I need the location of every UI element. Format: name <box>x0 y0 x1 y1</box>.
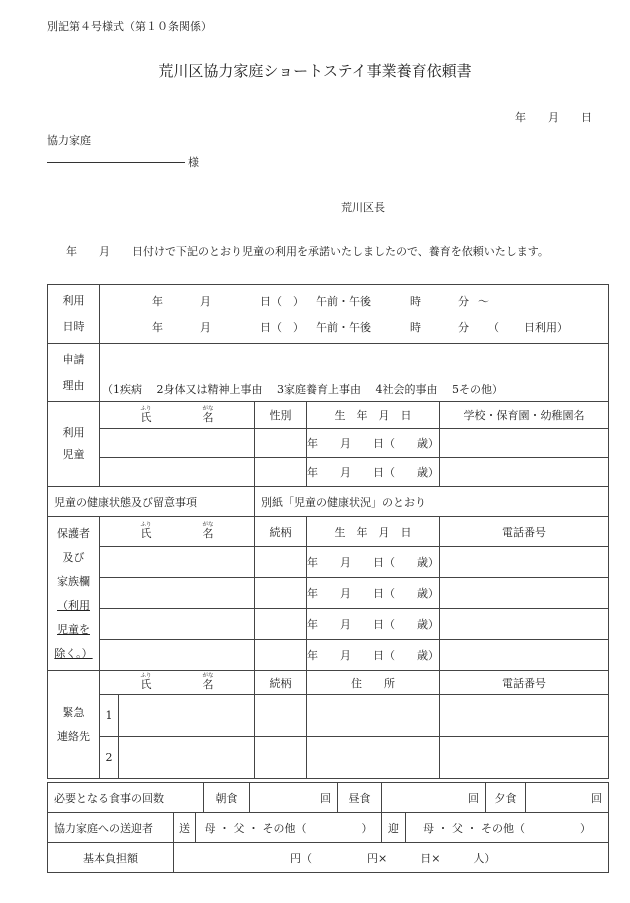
transport-table <box>47 812 609 843</box>
guardian-name-mei: 名がな <box>202 522 214 540</box>
sama-label: 様 <box>188 156 199 169</box>
usage-end-hour: 時 <box>410 321 421 334</box>
request-statement: 年 月 日付けで下記のとおり児童の利用を承諾いたしましたので、養育を依頼いたします。 <box>66 245 549 258</box>
guardian-birth-cell[interactable]: 年 月 日（ 歳） <box>307 547 440 578</box>
addressee-line <box>47 162 185 163</box>
guardian-name-cell[interactable] <box>100 609 255 640</box>
guardian-label-4: （利用 <box>57 598 90 612</box>
child-row-2 <box>48 458 609 487</box>
emergency-row-number: 2 <box>100 737 119 779</box>
reason-options-cell[interactable] <box>100 344 609 402</box>
emergency-row-number: 1 <box>100 695 119 737</box>
guardian-label-cell <box>48 517 100 671</box>
emergency-name-header <box>100 671 255 695</box>
reason-label-1: 申請 <box>62 352 85 366</box>
emergency-name-mei: 名がな <box>202 673 214 691</box>
usage-start-day: 日（ ） <box>260 295 304 308</box>
emergency-relation-cell[interactable] <box>255 695 307 737</box>
child-name-cell[interactable] <box>100 458 255 487</box>
guardian-relation-cell[interactable] <box>255 547 307 578</box>
dinner-label: 夕食 <box>486 783 526 813</box>
child-label-2: 児童 <box>62 448 85 461</box>
usage-start-ampm: 午前・午後 <box>316 295 371 308</box>
child-header-row <box>48 402 609 429</box>
child-birth-cell[interactable]: 年 月 日（ 歳） <box>307 458 440 487</box>
child-name-header <box>100 402 255 429</box>
usage-end-year: 年 <box>152 321 163 334</box>
fee-row <box>48 843 609 873</box>
child-name-mei: 名がな <box>202 405 214 424</box>
emergency-name-shi: 氏ふり <box>140 673 152 691</box>
addressee-label: 協力家庭 <box>47 134 91 147</box>
guardian-name-cell[interactable] <box>100 640 255 671</box>
usage-end-ampm: 午前・午後 <box>316 321 371 334</box>
child-name-cell[interactable] <box>100 429 255 458</box>
emergency-row <box>48 695 609 737</box>
fee-label: 基本負担額 <box>48 843 174 873</box>
issue-date: 年 月 日 <box>515 111 592 124</box>
lunch-count[interactable]: 回 <box>382 783 486 813</box>
guardian-label-1: 保護者 <box>57 526 90 540</box>
usage-start-hour: 時 <box>410 295 421 308</box>
child-school-cell[interactable] <box>440 429 609 458</box>
guardian-relation-cell[interactable] <box>255 640 307 671</box>
child-label-1: 利用 <box>62 426 85 439</box>
guardian-name-cell[interactable] <box>100 547 255 578</box>
guardian-phone-cell[interactable] <box>440 640 609 671</box>
reason-label-2: 理由 <box>62 378 85 392</box>
guardian-birth-cell[interactable]: 年 月 日（ 歳） <box>307 640 440 671</box>
guardian-relation-cell[interactable] <box>255 609 307 640</box>
emergency-address-cell[interactable] <box>307 695 440 737</box>
usage-end-month: 月 <box>200 321 211 334</box>
dinner-count[interactable]: 回 <box>526 783 609 813</box>
transport-row <box>48 813 609 843</box>
usage-days-open: （ <box>488 321 499 334</box>
child-school-header: 学校・保育園・幼稚園名 <box>440 402 609 429</box>
usage-label-1: 利用 <box>62 294 85 307</box>
fee-table <box>47 842 609 873</box>
guardian-name-cell[interactable] <box>100 578 255 609</box>
guardian-relation-header: 続柄 <box>255 517 307 547</box>
health-row <box>48 487 609 517</box>
fee-value[interactable]: 円（ 円× 日× 人） <box>174 843 609 873</box>
child-school-cell[interactable] <box>440 458 609 487</box>
emergency-row <box>48 737 609 779</box>
guardian-birth-cell[interactable]: 年 月 日（ 歳） <box>307 578 440 609</box>
usage-start-month: 月 <box>200 295 211 308</box>
transport-label: 協力家庭への送迎者 <box>48 813 174 843</box>
emergency-phone-cell[interactable] <box>440 695 609 737</box>
pickup-options[interactable]: 母 ・ 父 ・ その他（ ） <box>406 813 609 843</box>
pickup-label: 迎 <box>382 813 406 843</box>
emergency-relation-cell[interactable] <box>255 737 307 779</box>
sender-name: 荒川区長 <box>341 201 385 214</box>
child-sex-cell[interactable] <box>255 429 307 458</box>
child-sex-cell[interactable] <box>255 458 307 487</box>
reason-label-cell <box>48 344 100 402</box>
emergency-label-2: 連絡先 <box>57 729 90 743</box>
health-value: 別紙「児童の健康状況」のとおり <box>255 487 609 517</box>
guardian-relation-cell[interactable] <box>255 578 307 609</box>
send-options[interactable]: 母 ・ 父 ・ その他（ ） <box>196 813 382 843</box>
reason-row <box>48 344 609 402</box>
usage-start-year: 年 <box>152 295 163 308</box>
usage-label-cell <box>48 285 100 344</box>
guardian-label-5: 児童を <box>57 622 90 636</box>
guardian-phone-cell[interactable] <box>440 547 609 578</box>
guardian-label-3: 家族欄 <box>57 574 90 588</box>
emergency-address-cell[interactable] <box>307 737 440 779</box>
meals-row <box>48 783 609 813</box>
usage-end-day: 日（ ） <box>260 321 304 334</box>
form-reference: 別記第４号様式（第１０条関係） <box>47 20 212 33</box>
guardian-phone-cell[interactable] <box>440 609 609 640</box>
child-birth-header: 生 年 月 日 <box>307 402 440 429</box>
guardian-label-6: 除く。） <box>54 646 93 660</box>
child-label-cell <box>48 402 100 487</box>
child-birth-cell[interactable]: 年 月 日（ 歳） <box>307 429 440 458</box>
health-label: 児童の健康状態及び留意事項 <box>48 487 255 517</box>
reason-options: （1疾病 2身体又は精神上事由 3家庭養育上事由 4社会的事由 5その他） <box>102 383 503 396</box>
document-title: 荒川区協力家庭ショートステイ事業養育依頼書 <box>158 62 472 80</box>
usage-days-label: 日利用） <box>524 321 568 334</box>
emergency-name-cell[interactable] <box>119 737 255 779</box>
child-name-shi: 氏ふり <box>140 405 152 424</box>
guardian-phone-cell[interactable] <box>440 578 609 609</box>
child-sex-header: 性別 <box>255 402 307 429</box>
guardian-row <box>48 547 609 578</box>
guardian-header-row <box>48 517 609 547</box>
meals-table <box>47 782 609 813</box>
usage-datetime-cell[interactable] <box>100 285 609 344</box>
guardian-name-shi: 氏ふり <box>140 522 152 540</box>
send-label: 送 <box>174 813 196 843</box>
emergency-label-1: 緊急 <box>62 705 85 719</box>
emergency-label-cell <box>48 671 100 779</box>
guardian-phone-header: 電話番号 <box>440 517 609 547</box>
guardian-row <box>48 640 609 671</box>
guardian-row <box>48 578 609 609</box>
guardian-name-header <box>100 517 255 547</box>
usage-label-2: 日時 <box>62 320 85 333</box>
usage-start-minute: 分 <box>458 295 469 308</box>
lunch-label: 昼食 <box>338 783 382 813</box>
emergency-relation-header: 続柄 <box>255 671 307 695</box>
usage-end-minute: 分 <box>458 321 469 334</box>
guardian-row <box>48 609 609 640</box>
child-row-1 <box>48 429 609 458</box>
guardian-birth-header: 生 年 月 日 <box>307 517 440 547</box>
meals-label: 必要となる食事の回数 <box>48 783 204 813</box>
request-form-table <box>47 284 609 779</box>
emergency-phone-header: 電話番号 <box>440 671 609 695</box>
usage-datetime-row <box>48 285 609 344</box>
guardian-birth-cell[interactable]: 年 月 日（ 歳） <box>307 609 440 640</box>
breakfast-label: 朝食 <box>204 783 250 813</box>
emergency-address-header: 住 所 <box>307 671 440 695</box>
guardian-label-2: 及び <box>62 550 85 564</box>
emergency-name-cell[interactable] <box>119 695 255 737</box>
usage-range-tilde: ～ <box>478 295 489 308</box>
breakfast-count[interactable]: 回 <box>250 783 338 813</box>
emergency-header-row <box>48 671 609 695</box>
emergency-phone-cell[interactable] <box>440 737 609 779</box>
